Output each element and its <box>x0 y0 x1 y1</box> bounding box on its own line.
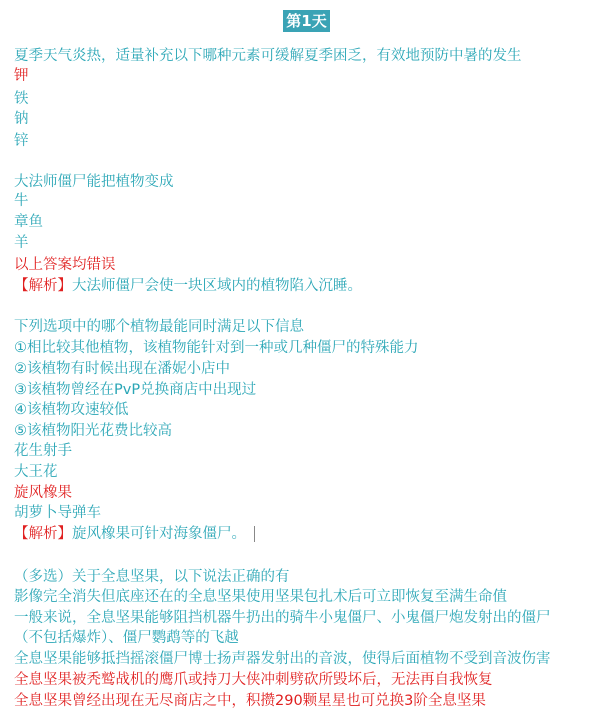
q3-analysis-text: 旋风橡果可针对海象僵尸。 <box>72 526 246 542</box>
q3-option-3[interactable]: 旋风橡果 <box>14 485 72 501</box>
q4-option-1[interactable]: 影像完全消失但底座还在的全息坚果使用坚果包扎术后可立即恢复至满生命值 <box>14 589 507 605</box>
q3-analysis <box>14 524 610 544</box>
q3-option-2[interactable]: 大王花 <box>14 464 58 480</box>
q3-question: 下列选项中的哪个植物最能同时满足以下信息 <box>14 319 304 335</box>
q4-option-3[interactable]: 全息坚果能够抵挡摇滚僵尸博士扬声器发射出的音波，使得后面植物不受到音波伤害 <box>14 651 551 667</box>
q3-clue-1: ①相比较其他植物，该植物能针对到一种或几种僵尸的特殊能力 <box>14 340 419 356</box>
q3-analysis-tag: 【解析】 <box>14 526 72 542</box>
q2-option-1[interactable]: 牛 <box>14 193 29 209</box>
q1-option-3[interactable]: 钠 <box>14 111 29 127</box>
q1-question: 夏季天气炎热，适量补充以下哪种元素可缓解夏季困乏，有效地预防中暑的发生 <box>14 48 522 64</box>
q2-question: 大法师僵尸能把植物变成 <box>14 174 174 190</box>
q4-question: （多选）关于全息坚果，以下说法正确的有 <box>14 569 290 585</box>
text-cursor <box>254 526 255 542</box>
q3-clue-4: ④该植物攻速较低 <box>14 402 129 418</box>
title-bar <box>0 10 613 32</box>
q2-analysis <box>14 276 610 296</box>
q1-option-1[interactable]: 钾 <box>14 68 29 84</box>
q3-option-1[interactable]: 花生射手 <box>14 443 72 459</box>
q4-option-2-continued[interactable]: （不包括爆炸）、僵尸鹦鹉等的飞越 <box>14 630 239 646</box>
day-title: 第1天 <box>283 10 329 32</box>
q3-clue-2: ②该植物有时候出现在潘妮小店中 <box>14 361 230 377</box>
q3-clue-5: ⑤该植物阳光花费比较高 <box>14 423 172 439</box>
q2-analysis-text: 大法师僵尸会使一块区域内的植物陷入沉睡。 <box>72 278 362 294</box>
q2-option-4[interactable]: 以上答案均错误 <box>14 257 116 273</box>
q1-option-2[interactable]: 铁 <box>14 91 29 107</box>
q2-option-2[interactable]: 章鱼 <box>14 214 43 230</box>
q1-option-4[interactable]: 锌 <box>14 133 29 149</box>
q2-analysis-tag: 【解析】 <box>14 278 72 294</box>
q4-option-2[interactable]: 一般来说，全息坚果能够阻挡机器牛扔出的骑牛小鬼僵尸、小鬼僵尸炮发射出的僵尸 <box>14 610 551 626</box>
q2-option-3[interactable]: 羊 <box>14 235 29 251</box>
q3-clue-3: ③该植物曾经在PvP兑换商店中出现过 <box>14 382 257 398</box>
q4-option-5[interactable]: 全息坚果曾经出现在无尽商店之中，积攒290颗星星也可兑换3阶全息坚果 <box>14 693 486 709</box>
q3-option-4[interactable]: 胡萝卜导弹车 <box>14 505 101 521</box>
q4-option-4[interactable]: 全息坚果被秃鹫战机的鹰爪或持刀大侠冲刺劈砍所毁坏后，无法再自我恢复 <box>14 672 493 688</box>
